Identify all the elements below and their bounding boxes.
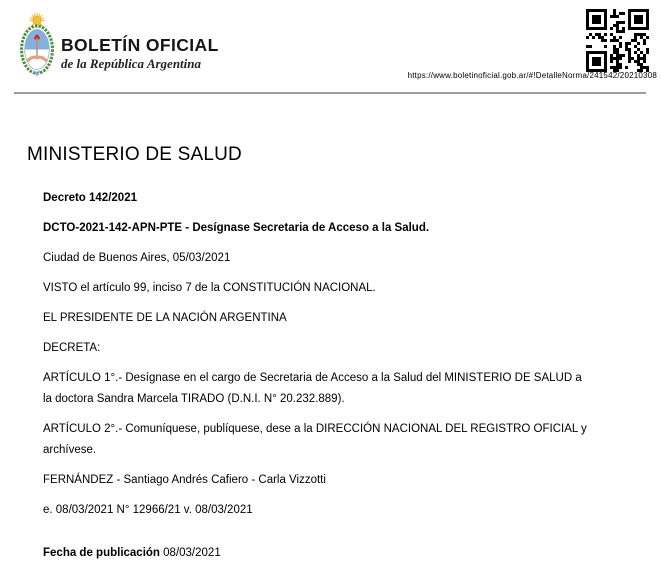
decree-summary: DCTO-2021-142-APN-PTE - Desígnase Secretaria de Acceso a la Salud. xyxy=(43,222,430,234)
document-content xyxy=(27,145,633,573)
header-divider xyxy=(14,92,646,94)
brand-header xyxy=(17,11,219,79)
qr-code-svg xyxy=(586,9,649,72)
visto-line: VISTO el artículo 99, inciso 7 de la CONSTITUCIÓN NACIONAL. xyxy=(43,282,376,294)
sun-icon xyxy=(33,16,41,24)
decreta-line: DECRETA: xyxy=(43,342,101,354)
publication-date-row xyxy=(43,543,591,564)
ministry-title: MINISTERIO DE SALUD xyxy=(27,144,242,165)
president-line: EL PRESIDENTE DE LA NACIÓN ARGENTINA xyxy=(43,312,287,324)
decree-number: Decreto 142/2021 xyxy=(43,192,137,204)
article-2: ARTÍCULO 2°.- Comuníquese, publíquese, dese a la DIRECCIÓN NACIONAL DEL REGISTRO OFICIAL y archívese. xyxy=(43,423,587,456)
qr-code-icon xyxy=(586,9,649,72)
city-date-line: Ciudad de Buenos Aires, 05/03/2021 xyxy=(43,252,231,264)
brand-subtitle: de la República Argentina xyxy=(61,55,201,71)
brand-title: BOLETÍN OFICIAL xyxy=(61,35,219,55)
decree-paragraphs xyxy=(43,188,633,564)
publication-date-value: 08/03/2021 xyxy=(163,547,221,559)
article-1: ARTÍCULO 1°.- Desígnase en el cargo de Secretaria de Acceso a la Salud del MINISTERIO DE SALUD a la doctora Sandra Marcela TIRADO (D.N.I. N° 20.232.889). xyxy=(43,372,582,405)
norm-url-link[interactable]: https://www.boletinoficial.gob.ar/#!DetalleNorma/241542/20210308 xyxy=(407,71,657,80)
argentina-coat-of-arms-icon xyxy=(17,11,57,79)
publication-date-label: Fecha de publicación xyxy=(43,547,160,559)
brand-text xyxy=(61,11,219,70)
signatures-line: FERNÁNDEZ - Santiago Andrés Cafiero - Carla Vizzotti xyxy=(43,474,326,486)
edition-note: e. 08/03/2021 N° 12966/21 v. 08/03/2021 xyxy=(43,504,253,516)
